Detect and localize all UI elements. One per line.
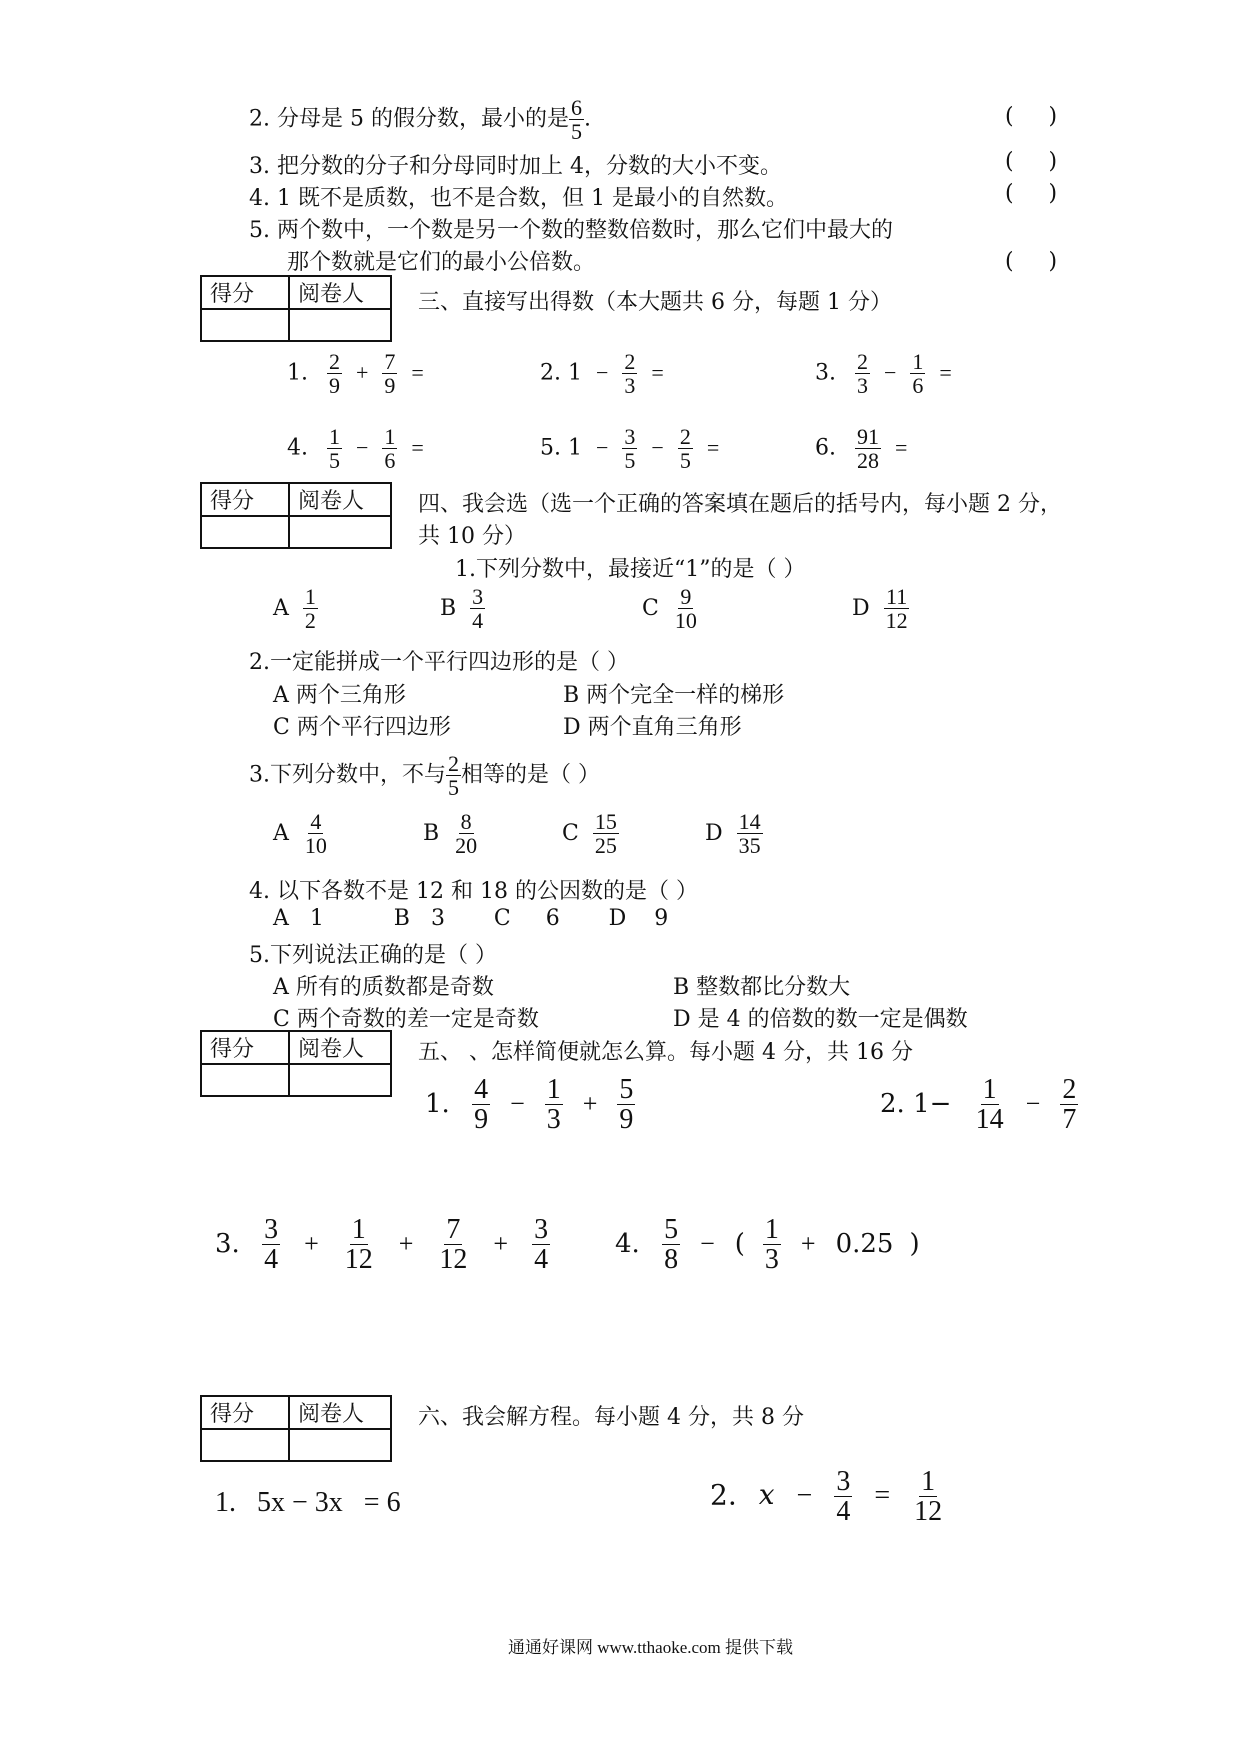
- fraction: $\frac{4}{9}$: [474, 1074, 489, 1136]
- fraction: $\frac{5}{8}$: [664, 1214, 679, 1276]
- score-cell[interactable]: [201, 516, 289, 548]
- calc-2: 2. 1 − $\frac{2}{3}$ =: [540, 349, 664, 399]
- fraction: $\frac{91}{28}$: [857, 424, 879, 474]
- judge-q4: 4. 1 既不是质数，也不是合数，但 1 是最小的自然数。: [249, 186, 788, 211]
- fraction: $\frac{14}{35}$: [738, 809, 761, 859]
- reviewer-label: 阅卷人: [289, 276, 391, 309]
- choice-q1: 1.下列分数中，最接近“1”的是（ ）: [455, 557, 806, 582]
- fraction: $\frac{2}{7}$: [1062, 1074, 1077, 1136]
- choice-q3-c[interactable]: C $\frac{15}{25}$: [562, 809, 617, 859]
- section3-title: 三、直接写出得数（本大题共 6 分，每题 1 分）: [418, 290, 892, 315]
- simplify-2: 2. 1− $\frac{1}{14}$ − $\frac{2}{7}$: [880, 1074, 1077, 1136]
- reviewer-label: 阅卷人: [289, 1031, 391, 1064]
- fraction: $\frac{1}{3}$: [546, 1074, 561, 1136]
- fraction: $\frac{1}{12}$: [344, 1214, 373, 1276]
- fraction: $\frac{1}{5}$: [329, 424, 340, 474]
- choice-q5-a[interactable]: A 所有的质数都是奇数: [273, 975, 494, 1000]
- calc-1: 1. $\frac{2}{9}$ + $\frac{7}{9}$ =: [287, 349, 424, 399]
- simplify-1: 1. $\frac{4}{9}$ − $\frac{1}{3}$ + $\frac{5}{9}$: [425, 1074, 634, 1136]
- choice-q2-d[interactable]: D 两个直角三角形: [563, 715, 742, 740]
- score-label: 得分: [201, 1396, 289, 1429]
- fraction: $\frac{6}{5}$: [570, 95, 582, 145]
- answer-paren[interactable]: ( ): [1005, 104, 1058, 129]
- choice-q3-d[interactable]: D $\frac{14}{35}$: [705, 809, 761, 859]
- reviewer-cell[interactable]: [289, 309, 391, 341]
- choice-q4: 4. 以下各数不是 12 和 18 的公因数的是（ ）: [249, 879, 698, 904]
- fraction: $\frac{3}{4}$: [472, 584, 484, 634]
- judge-q3: 3. 把分数的分子和分母同时加上 4，分数的大小不变。: [249, 154, 782, 179]
- score-label: 得分: [201, 1031, 289, 1064]
- fraction: $\frac{4}{10}$: [304, 809, 327, 859]
- choice-q1-a[interactable]: A $\frac{1}{2}$: [273, 584, 316, 634]
- answer-paren[interactable]: ( ): [1005, 149, 1058, 174]
- fraction: $\frac{2}{9}$: [329, 349, 340, 399]
- choice-q1-d[interactable]: D $\frac{11}{12}$: [852, 584, 908, 634]
- judge-q2: 2. 分母是 5 的假分数，最小的是 $\frac{6}{5}$ .: [249, 95, 591, 145]
- reviewer-label: 阅卷人: [289, 483, 391, 516]
- fraction: $\frac{7}{12}$: [439, 1214, 468, 1276]
- fraction: $\frac{3}{4}$: [264, 1214, 279, 1276]
- simplify-4: 4. $\frac{5}{8}$ − ( $\frac{1}{3}$ + 0.25 ): [615, 1214, 920, 1276]
- choice-q5-d[interactable]: D 是 4 的倍数的数一定是偶数: [673, 1007, 968, 1032]
- score-box: [200, 1030, 392, 1097]
- reviewer-cell[interactable]: [289, 1429, 391, 1461]
- judge-q5-cont: 那个数就是它们的最小公倍数。: [287, 250, 596, 275]
- fraction: $\frac{5}{9}$: [619, 1074, 634, 1136]
- equation-1: 1. 5x − 3x = 6: [215, 1487, 401, 1518]
- score-box: [200, 1395, 392, 1462]
- choice-q5-b[interactable]: B 整数都比分数大: [673, 975, 851, 1000]
- choice-q2-b[interactable]: B 两个完全一样的梯形: [563, 683, 785, 708]
- choice-q2: 2.一定能拼成一个平行四边形的是（ ）: [249, 650, 629, 675]
- fraction: $\frac{1}{6}$: [384, 424, 396, 474]
- score-label: 得分: [201, 276, 289, 309]
- choice-q3: 3.下列分数中，不与 $\frac{2}{5}$ 相等的是（ ）: [249, 751, 600, 801]
- footer-credit: 通通好课网 www.tthaoke.com 提供下载: [508, 1638, 794, 1657]
- choice-q2-a[interactable]: A 两个三角形: [273, 683, 406, 708]
- score-box: [200, 482, 392, 549]
- reviewer-cell[interactable]: [289, 516, 391, 548]
- fraction: $\frac{11}{12}$: [885, 584, 908, 634]
- choice-q3-a[interactable]: A $\frac{4}{10}$: [273, 809, 327, 859]
- fraction: $\frac{1}{12}$: [914, 1466, 943, 1528]
- fraction: $\frac{1}{3}$: [764, 1214, 779, 1276]
- calc-5: 5. 1 − $\frac{3}{5}$ − $\frac{2}{5}$ =: [540, 424, 720, 474]
- fraction: $\frac{3}{5}$: [624, 424, 636, 474]
- fraction: $\frac{2}{3}$: [624, 349, 636, 399]
- answer-paren[interactable]: ( ): [1005, 249, 1058, 274]
- choice-q1-c[interactable]: C $\frac{9}{10}$: [642, 584, 697, 634]
- simplify-3: 3. $\frac{3}{4}$ + $\frac{1}{12}$ + $\frac{7}{12}$ + $\frac{3}{4}$: [215, 1214, 549, 1276]
- calc-4: 4. $\frac{1}{5}$ − $\frac{1}{6}$ =: [287, 424, 424, 474]
- score-label: 得分: [201, 483, 289, 516]
- section6-title: 六、我会解方程。每小题 4 分，共 8 分: [418, 1405, 804, 1430]
- fraction: $\frac{9}{10}$: [674, 584, 697, 634]
- section5-title: 五、 、怎样简便就怎么算。每小题 4 分，共 16 分: [418, 1040, 913, 1065]
- fraction: $\frac{3}{4}$: [534, 1214, 549, 1276]
- fraction: $\frac{2}{5}$: [679, 424, 691, 474]
- fraction: $\frac{1}{14}$: [975, 1074, 1004, 1136]
- choice-q4-options[interactable]: A 1 B 3 C 6 D 9: [273, 906, 669, 931]
- score-cell[interactable]: [201, 1064, 289, 1096]
- fraction: $\frac{7}{9}$: [384, 349, 396, 399]
- choice-q2-c[interactable]: C 两个平行四边形: [273, 715, 451, 740]
- reviewer-label: 阅卷人: [289, 1396, 391, 1429]
- choice-q3-b[interactable]: B $\frac{8}{20}$: [423, 809, 478, 859]
- score-cell[interactable]: [201, 309, 289, 341]
- choice-q1-b[interactable]: B $\frac{3}{4}$: [440, 584, 484, 634]
- fraction: $\frac{2}{3}$: [857, 349, 868, 399]
- score-cell[interactable]: [201, 1429, 289, 1461]
- judge-q5: 5. 两个数中，一个数是另一个数的整数倍数时，那么它们中最大的: [249, 218, 893, 243]
- score-box: [200, 275, 392, 342]
- fraction: $\frac{1}{2}$: [304, 584, 316, 634]
- fraction: $\frac{2}{5}$: [448, 751, 459, 801]
- choice-q5-c[interactable]: C 两个奇数的差一定是奇数: [273, 1007, 539, 1032]
- choice-q5: 5.下列说法正确的是（ ）: [249, 943, 497, 968]
- fraction: $\frac{8}{20}$: [455, 809, 478, 859]
- fraction: $\frac{1}{6}$: [912, 349, 924, 399]
- section4-title-cont: 共 10 分）: [418, 524, 526, 549]
- section4-title: 四、我会选（选一个正确的答案填在题后的括号内，每小题 2 分，: [418, 492, 1062, 517]
- equation-2: 2. x − $\frac{3}{4}$ = $\frac{1}{12}$: [710, 1466, 943, 1528]
- calc-3: 3. $\frac{2}{3}$ − $\frac{1}{6}$ =: [815, 349, 952, 399]
- calc-6: 6. $\frac{91}{28}$ =: [815, 424, 908, 474]
- fraction: $\frac{15}{25}$: [594, 809, 617, 859]
- answer-paren[interactable]: ( ): [1005, 181, 1058, 206]
- reviewer-cell[interactable]: [289, 1064, 391, 1096]
- fraction: $\frac{3}{4}$: [836, 1466, 851, 1528]
